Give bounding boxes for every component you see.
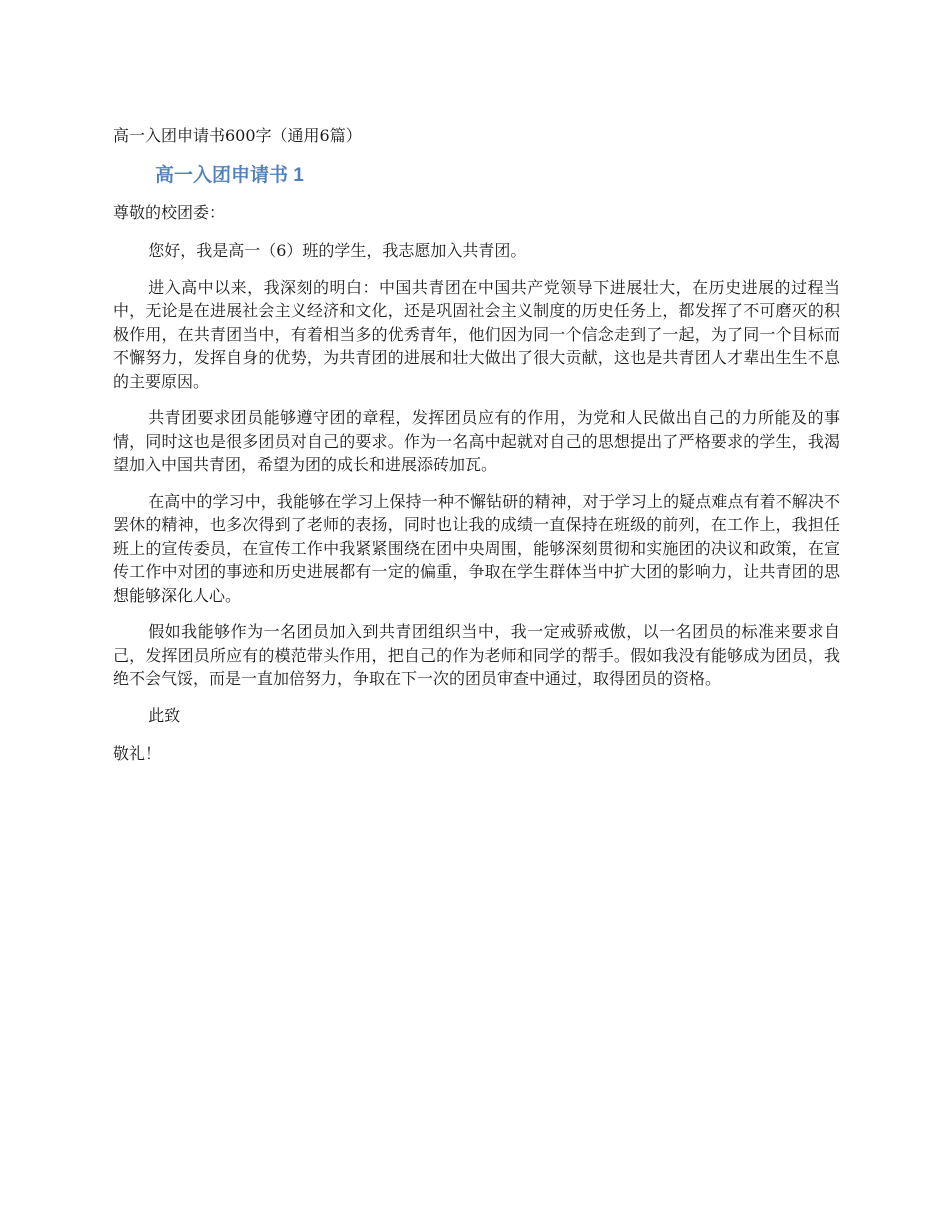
document-title: 高一入团申请书600字（通用6篇）	[113, 126, 362, 145]
regards: 敬礼！	[113, 743, 162, 763]
paragraph-commitment: 假如我能够作为一名团员加入到共青团组织当中，我一定戒骄戒傲，以一名团员的标准来要求自己，发挥团员所应有的模范带头作用，把自己的作为老师和同学的帮手。假如我没有能够成为团员，我绝不会气馁，而是一直加倍努力，争取在下一次的团员审查中通过，取得团员的资格。	[113, 622, 840, 688]
section-heading: 高一入团申请书 1	[155, 165, 304, 186]
salutation: 尊敬的校团委：	[113, 203, 226, 222]
document-page	[113, 123, 840, 766]
closing: 此致	[148, 705, 181, 725]
paragraph-study-work: 在高中的学习中，我能够在学习上保持一种不懈钻研的精神，对于学习上的疑点难点有着不解决不罢休的精神，也多次得到了老师的表扬，同时也让我的成绩一直保持在班级的前列，在工作上，我担任班上的宣传委员，在宣传工作中我紧紧围绕在团中央周围，能够深刻贯彻和实施团的决议和政策，在宣传工作中对团的事迹和历史进展都有一定的偏重，争取在学生群体当中扩大团的影响力，让共青团的思想能够深化人心。	[113, 491, 840, 605]
paragraph-requirements: 共青团要求团员能够遵守团的章程，发挥团员应有的作用，为党和人民做出自己的力所能及的事情，同时这也是很多团员对自己的要求。作为一名高中起就对自己的思想提出了严格要求的学生，我渴望加入中国共青团，希望为团的成长和进展添砖加瓦。	[113, 408, 840, 474]
paragraph-greeting: 您好，我是高一（6）班的学生，我志愿加入共青团。	[148, 241, 527, 260]
paragraph-understanding: 进入高中以来，我深刻的明白：中国共青团在中国共产党领导下进展壮大，在历史进展的过程当中，无论是在进展社会主义经济和文化，还是巩固社会主义制度的历史任务上，都发挥了不可磨灭的积极作用，在共青团当中，有着相当多的优秀青年，他们因为同一个信念走到了一起，为了同一个目标而不懈努力，发挥自身的优势，为共青团的进展和壮大做出了很大贡献，这也是共青团人才辈出生生不息的主要原因。	[113, 277, 840, 391]
